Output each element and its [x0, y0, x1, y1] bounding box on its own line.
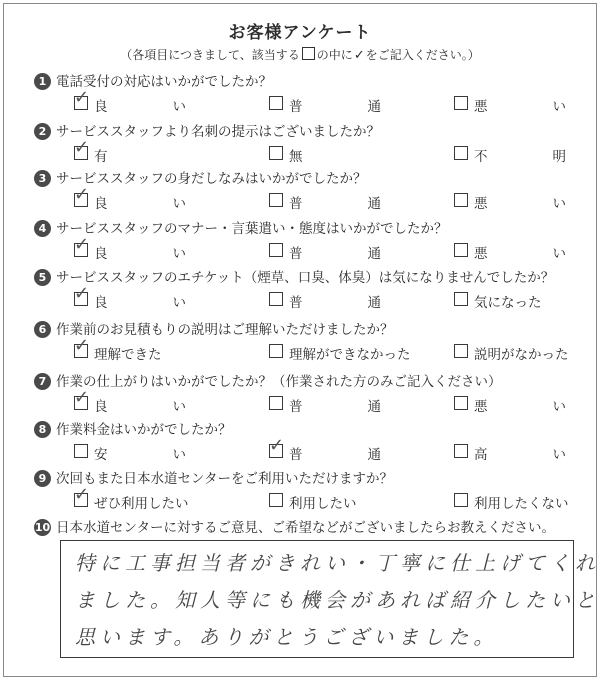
option-label: 不 明 [474, 149, 566, 165]
option-5-3[interactable] [454, 291, 579, 309]
question-number-badge: 1 [34, 73, 51, 90]
checkbox-icon[interactable] [269, 243, 283, 257]
option-9-2[interactable] [269, 492, 419, 510]
option-label: 良 い [94, 246, 186, 262]
option-label: 利用したい [289, 496, 357, 512]
checkbox-icon[interactable] [269, 493, 283, 507]
option-6-2[interactable] [269, 343, 419, 361]
question-number-badge: 2 [34, 123, 51, 140]
option-3-3[interactable] [454, 192, 579, 210]
option-label: 高 い [474, 447, 566, 463]
question-text: サービススタッフのマナー・言葉遣い・態度はいかがでしたか？ [56, 221, 448, 237]
option-label: 理解ができなかった [289, 347, 411, 363]
option-6-3[interactable] [454, 343, 579, 361]
checkbox-icon[interactable] [454, 193, 468, 207]
comment-line-2: ました。知人等にも機会があれば紹介したいと [75, 588, 600, 612]
checked-checkbox-icon[interactable] [74, 335, 90, 358]
option-label: 悪 い [474, 246, 566, 262]
checked-checkbox-icon[interactable] [74, 234, 90, 257]
question-4 [34, 217, 448, 237]
option-7-3[interactable] [454, 395, 579, 413]
instructions-middle: の中に [316, 48, 353, 62]
option-4-3[interactable] [454, 242, 579, 260]
option-label: 普 通 [289, 399, 381, 415]
option-label: 無 [289, 149, 303, 165]
checked-checkbox-icon[interactable] [74, 387, 90, 410]
option-label: ぜひ利用したい [94, 496, 189, 512]
option-label: 気になった [474, 295, 542, 311]
checkbox-icon[interactable] [454, 292, 468, 306]
check-mark-icon: ✓ [74, 387, 90, 408]
option-2-2[interactable] [269, 145, 419, 163]
check-mark-icon: ✓ [269, 435, 285, 456]
checked-checkbox-icon[interactable] [74, 283, 90, 306]
option-5-2[interactable] [269, 291, 419, 309]
checkbox-icon[interactable] [269, 193, 283, 207]
option-label: 良 い [94, 99, 186, 115]
question-text: 作業料金はいかがでしたか？ [56, 422, 232, 438]
question-text: サービススタッフの身だしなみはいかがでしたか？ [56, 171, 367, 187]
option-3-2[interactable] [269, 192, 419, 210]
question-number-badge: 6 [34, 321, 51, 338]
option-8-1[interactable] [74, 443, 224, 461]
checkbox-icon[interactable] [454, 344, 468, 358]
checked-checkbox-icon[interactable] [269, 435, 285, 458]
question-number-badge: 7 [34, 373, 51, 390]
option-label: 普 通 [289, 99, 381, 115]
checkbox-icon[interactable] [269, 96, 283, 110]
checkbox-icon[interactable] [454, 146, 468, 160]
option-label: 普 通 [289, 196, 381, 212]
option-8-2[interactable] [269, 435, 419, 463]
option-label: 良 い [94, 196, 186, 212]
question-number-badge: 10 [34, 521, 51, 534]
checkbox-icon[interactable] [269, 344, 283, 358]
option-1-2[interactable] [269, 95, 419, 113]
option-3-1[interactable] [74, 184, 224, 212]
checked-checkbox-icon[interactable] [74, 184, 90, 207]
question-text: 作業の仕上がりはいかがでしたか？（作業された方のみご記入ください） [56, 374, 502, 390]
question-5 [34, 266, 554, 286]
checkbox-icon[interactable] [454, 444, 468, 458]
option-label: 有 [94, 149, 108, 165]
check-mark-icon: ✓ [74, 87, 90, 108]
instructions-after: をご記入ください。） [365, 48, 480, 62]
option-8-3[interactable] [454, 443, 579, 461]
option-6-1[interactable] [74, 335, 224, 363]
question-number-badge: 9 [34, 470, 51, 487]
option-4-1[interactable] [74, 234, 224, 262]
check-mark-icon: ✓ [74, 283, 90, 304]
option-label: 普 通 [289, 447, 381, 463]
comment-line-3: 思います。ありがとうございました。 [75, 625, 499, 649]
question-number-badge: 5 [34, 269, 51, 286]
check-mark-icon: ✓ [74, 484, 90, 505]
question-number-badge: 3 [34, 170, 51, 187]
option-label: 普 通 [289, 246, 381, 262]
option-7-1[interactable] [74, 387, 224, 415]
instructions [4, 46, 596, 63]
option-5-1[interactable] [74, 283, 224, 311]
comment-field[interactable] [60, 540, 600, 658]
option-label: 普 通 [289, 295, 381, 311]
option-9-1[interactable] [74, 484, 224, 512]
checkbox-icon[interactable] [269, 396, 283, 410]
option-1-3[interactable] [454, 95, 579, 113]
checkbox-icon[interactable] [454, 243, 468, 257]
question-text: サービススタッフより名刺の提示はございましたか？ [56, 124, 380, 140]
page-title: お客様アンケート [228, 23, 372, 43]
check-mark-icon: ✓ [74, 184, 90, 205]
checkbox-icon[interactable] [269, 146, 283, 160]
check-mark-icon: ✓ [74, 137, 90, 158]
checkbox-icon[interactable] [454, 396, 468, 410]
question-1 [34, 70, 272, 90]
option-2-1[interactable] [74, 137, 224, 165]
comment-line-1: 特に工事担当者がきれい・丁寧に仕上げてくれ [75, 551, 600, 575]
checked-checkbox-icon[interactable] [74, 484, 90, 507]
option-label: 悪 い [474, 196, 566, 212]
option-label: 安 い [94, 447, 186, 463]
checkbox-icon[interactable] [454, 96, 468, 110]
checkbox-icon[interactable] [454, 493, 468, 507]
checkbox-icon[interactable] [269, 292, 283, 306]
checkbox-icon[interactable] [74, 444, 88, 458]
checked-checkbox-icon[interactable] [74, 87, 90, 110]
option-label: 悪 い [474, 399, 566, 415]
question-number-badge: 4 [34, 220, 51, 237]
instructions-before: （各項目につきまして、該当する [120, 48, 300, 62]
option-label: 良 い [94, 295, 186, 311]
option-7-2[interactable] [269, 395, 419, 413]
sample-checkbox-icon [302, 47, 315, 60]
option-label: 利用したくない [474, 496, 569, 512]
question-text: 日本水道センターに対するご意見、ご希望などがございましたらお教えください。 [56, 520, 555, 536]
question-text: 次回もまた日本水道センターをご利用いただけますか？ [56, 471, 393, 487]
option-1-1[interactable] [74, 87, 224, 115]
option-4-2[interactable] [269, 242, 419, 260]
check-mark-icon: ✓ [353, 48, 365, 63]
option-9-3[interactable] [454, 492, 579, 510]
option-label: 理解できた [94, 347, 162, 363]
survey-sheet [3, 3, 600, 677]
question-text: 電話受付の対応はいかがでしたか？ [56, 74, 272, 90]
option-2-3[interactable] [454, 145, 579, 163]
question-text: 作業前のお見積もりの説明はご理解いただけましたか？ [56, 322, 394, 338]
option-label: 良 い [94, 399, 186, 415]
question-7 [34, 370, 502, 390]
option-label: 悪 い [474, 99, 566, 115]
check-mark-icon: ✓ [74, 335, 90, 356]
question-8 [34, 418, 232, 438]
question-10 [34, 516, 555, 536]
option-label: 説明がなかった [474, 347, 569, 363]
checked-checkbox-icon[interactable] [74, 137, 90, 160]
question-text: サービススタッフのエチケット（煙草、口臭、体臭）は気になりませんでしたか？ [56, 270, 555, 286]
check-mark-icon: ✓ [74, 234, 90, 255]
question-number-badge: 8 [34, 421, 51, 438]
